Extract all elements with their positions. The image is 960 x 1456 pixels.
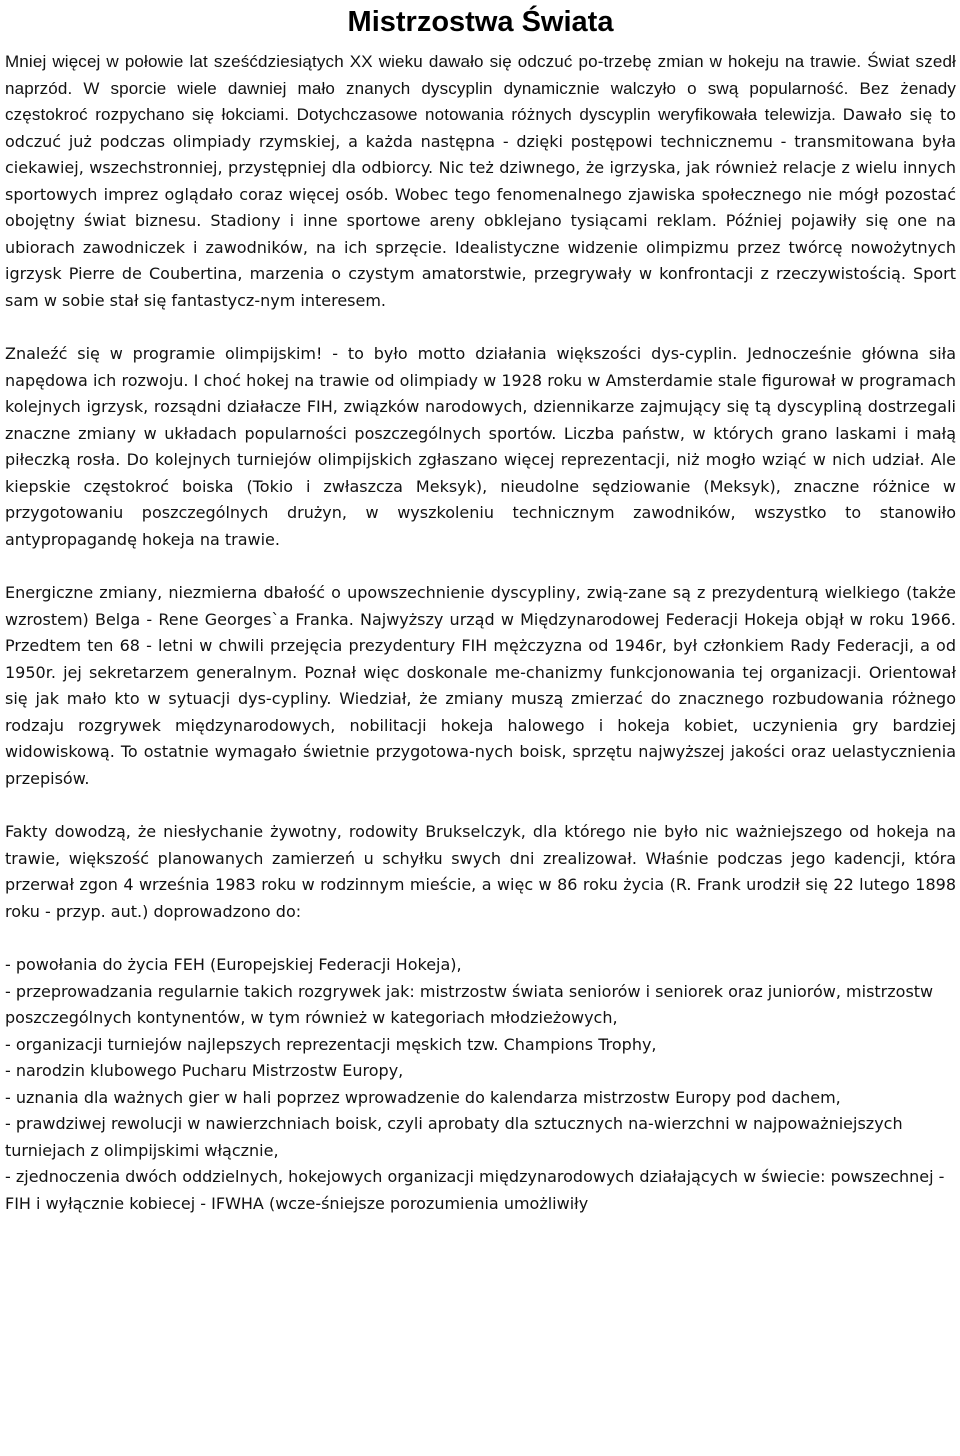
paragraph-3: Energiczne zmiany, niezmierna dbałość o upowszechnienie dyscypliny, zwią-zane są z prezydenturą wielkiego (także wzrostem) Belga - Rene Georges`a Franka. Najwyższy urząd w Międzynarodowej Federacji Hokeja objął w roku 1966. Przedtem ten 68 - letni w chwili przejęcia prezydentury FIH mężczyzna od 1946r, był członkiem Rady Federacji, a od 1950r. jej sekretarzem generalnym. Poznał więc doskonale me-chanizmy funkcjonowania tej organizacji. Orientował się jak mało kto w sytuacji dys-cypliny. Wiedział, że zmiany muszą zmierzać do znacznego rozbudowania różnego rodzaju rozgrywek międzynarodowych, nobilitacji hokeja halowego i hokeja kobiet, uczynienia gry bardziej widowiskową. To ostatnie wymagało świetnie przygotowa-nych boisk, sprzętu najwyższej jakości oraz uelastycznienia przepisów. xyxy=(5,583,956,788)
paragraph-gap xyxy=(5,925,956,952)
list-item: - uznania dla ważnych gier w hali poprzez wprowadzenie do kalendarza mistrzostw Europy pod dachem, xyxy=(5,1087,841,1107)
paragraph-4: Fakty dowodzą, że niesłychanie żywotny, rodowity Brukselczyk, dla którego nie było nic ważniejszego od hokeja na trawie, większość planowanych zamierzeń u schyłku swych dni zrealizował. Właśnie podczas jego kadencji, która przerwał zgon 4 września 1983 roku w rodzinnym mieście, a więc w 86 roku życia (R. Frank urodził się 22 lutego 1898 roku - przyp. aut.) doprowadzono do: xyxy=(5,822,956,921)
paragraph-gap xyxy=(5,792,956,819)
paragraph-gap xyxy=(5,553,956,580)
page-title: Mistrzostwa Świata xyxy=(347,6,614,38)
achievements-list xyxy=(5,952,956,1217)
paragraph-1 xyxy=(5,49,956,314)
list-item: - przeprowadzania regularnie takich rozgrywek jak: mistrzostw świata seniorów i seniorek oraz juniorów, mistrzostw poszczególnych kontynentów, w tym również w kategoriach młodzieżowych, xyxy=(5,981,934,1027)
list-item: - prawdziwej rewolucji w nawierzchniach boisk, czyli aprobaty dla sztucznych na-wierzchni w najpoważniejszych turniejach z olimpijskimi włącznie, xyxy=(5,1114,903,1160)
paragraph-1-rest: Dawało się to odczuć już podczas olimpiady rzymskiej, a każda następna - dzięki postępowi technicznemu - transmitowana była ciekawiej, wszechstronniej, przystępniej dla odbiorcy. Nic też dziwnego, że igrzyska, jak również relacje z wielu innych sportowych imprez oglądało coraz więcej osób. Wobec tego fenomenalnego zjawiska społecznego nie mógł pozostać obojętny świat biznesu. Stadiony i inne sportowe areny obklejano tysiącami reklam. Później pojawiły się one na ubiorach zawodniczek i zawodników, na ich sprzęcie. Idealistyczne widzenie olimpizmu przez twórcę nowożytnych igrzysk Pierre de Coubertina, marzenia o czystym amatorstwie, przegrywały w konfrontacji z rzeczywistością. Sport sam w sobie stał się fantastycz-nym interesem. xyxy=(5,105,957,310)
list-item: - organizacji turniejów najlepszych reprezentacji męskich tzw. Champions Trophy, xyxy=(5,1034,657,1054)
paragraph-2: Znaleźć się w programie olimpijskim! - to było motto działania większości dys-cyplin. Jednocześnie główna siła napędowa ich rozwoju. I choć hokej na trawie od olimpiady w 1928 roku w Amsterdamie stale figurował w programach kolejnych igrzysk, rozsądni działacze FIH, związków narodowych, dziennikarze zajmujący się tą dyscypliną dostrzegali znaczne zmiany w układach popularności poszczególnych sportów. Liczba państw, w których grano laskami i małą piłeczką rosła. Do kolejnych turniejów olimpijskich zgłaszano więcej reprezentacji, niż mogło wziąć w nich udział. Ale kiepskie częstokroć boiska (Tokio i zwłaszcza Meksyk), nieudolne sędziowanie (Meksyk), znaczne różnice w przygotowaniu poszczególnych drużyn, w wyszkoleniu technicznym zawodników, wszystko to stanowiło antypropagandę hokeja na trawie. xyxy=(5,344,956,549)
list-item: - zjednoczenia dwóch oddzielnych, hokejowych organizacji międzynarodowych działających w świecie: powszechnej - FIH i wyłącznie kobiecej - IFWHA (wcze-śniejsze porozumienia umożliwiły xyxy=(5,1167,945,1213)
paragraph-gap xyxy=(5,314,956,341)
list-item: - narodzin klubowego Pucharu Mistrzostw Europy, xyxy=(5,1061,404,1080)
paragraph-1-intro: Mniej więcej w połowie lat sześćdziesiątych XX wieku dawało się odczuć po-trzebę zmian w hokeju na trawie. Świat szedł naprzód. W sporcie wiele dawniej mało znanych dyscyplin dynamicznie walczyło o swą popularność. Bez żenady częstokroć rozpychano się łokciami. Dotychczasowe notowania różnych dyscyplin weryfikowała telewizja. xyxy=(5,52,956,124)
list-item: - powołania do życia FEH (Europejskiej Federacji Hokeja), xyxy=(5,955,462,974)
